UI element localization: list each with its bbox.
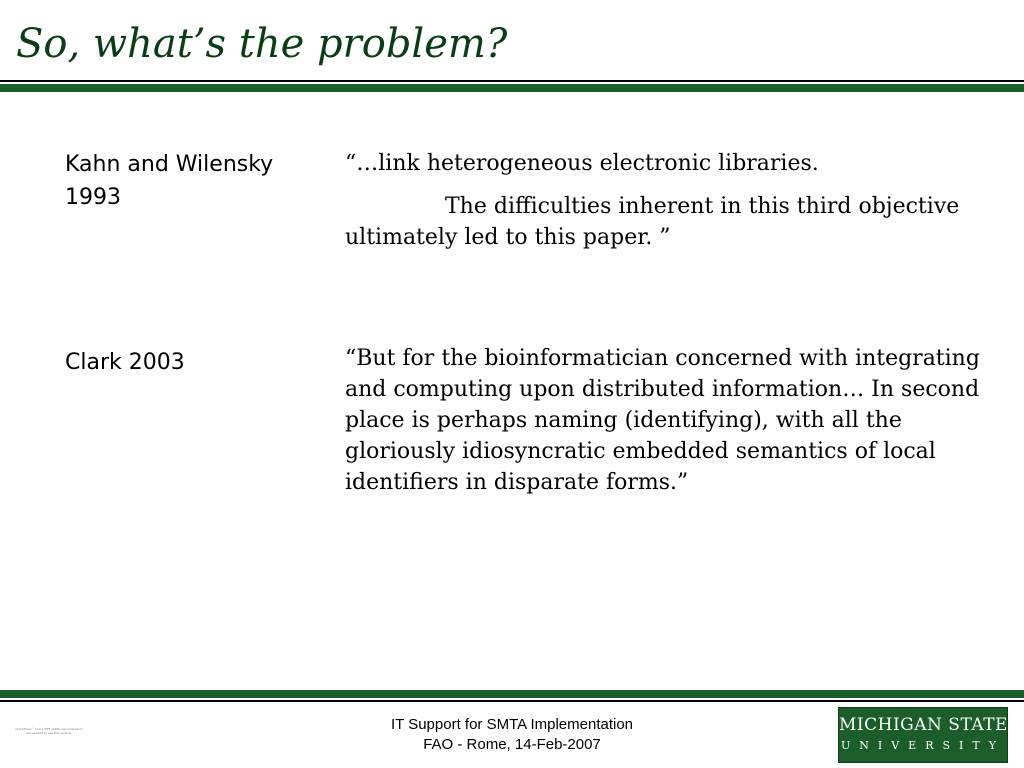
quote-text: “But for the bioinformatician concerned with integrating and computing upon distributed information… In second place is perhaps naming (identifying), with all the gloriously idiosyncratic embedded semantics of local identifiers in disparate forms.” [345,346,980,495]
logo-line-2: UNIVERSITY [841,739,1005,752]
footer-line-2: FAO - Rome, 14-Feb-2007 [423,736,601,753]
slide-title: So, what’s the problem? [16,21,508,67]
footer-divider-thin-line [0,700,1024,702]
quote-line: The difficulties inherent in this third objective ultimately led to this paper. ” [345,194,960,250]
title-divider-thin-line [0,80,1024,82]
citation-quote-kahn-wilensky [345,148,985,253]
logo-line-1: MICHIGAN STATE [839,715,1008,735]
title-divider-thick-line [0,84,1024,92]
quicktime-placeholder-notice: QuickTime™ and a TIFF (LZW) decompressor are needed to see this picture. [15,727,83,735]
footer-divider [0,690,1024,704]
footer-line-1: IT Support for SMTA Implementation [390,716,634,733]
citation-quote-clark [345,343,985,498]
title-divider [0,80,1024,92]
footer-text [312,715,712,755]
citation-author-kahn-wilensky: Kahn and Wilensky 1993 [65,152,274,210]
citation-author-clark: Clark 2003 [65,350,185,375]
university-logo [838,707,1008,763]
footer-divider-thick-line [0,690,1024,698]
quote-line: “…link heterogeneous electronic libraries. [345,151,819,176]
